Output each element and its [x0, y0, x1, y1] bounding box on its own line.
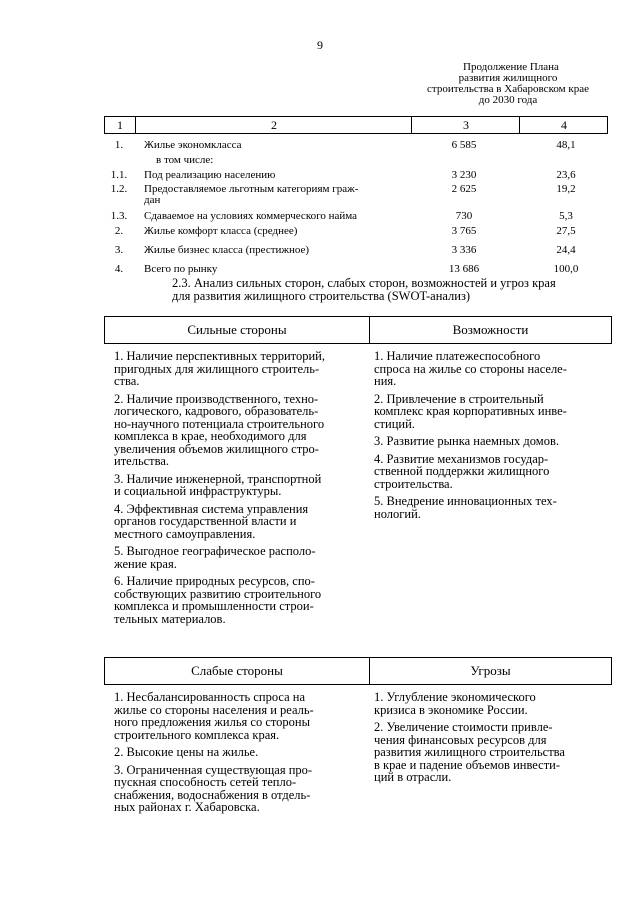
opportunity-item-line: спроса на жилье со стороны населе- — [374, 361, 567, 376]
opportunity-item-line: ственной поддержки жилищного — [374, 464, 550, 478]
opportunity-item-line: строительства. — [374, 476, 453, 491]
weakness-item-line: снабжения, водоснабжения в отдель- — [114, 787, 311, 802]
header-col-3: 3 — [411, 117, 520, 133]
strength-item-line: ства. — [114, 374, 140, 388]
section-title — [172, 277, 612, 303]
weakness-item-line: ных районах г. Хабаровска. — [114, 800, 260, 814]
threat-item-line: чения финансовых ресурсов для — [374, 732, 547, 747]
row-number: 1. — [114, 139, 124, 151]
strength-item-line: собствующих развитию строительного — [114, 586, 322, 601]
opportunity-item-line: 2. Привлечение в строительный — [374, 391, 544, 406]
row-number: 1.1. — [110, 169, 128, 181]
weakness-item-line: ного предложения жилья со стороны — [114, 715, 311, 729]
opportunity-item — [374, 435, 606, 448]
row-name: Всего по рынку — [144, 263, 218, 275]
strength-item — [114, 393, 376, 468]
opportunity-item — [374, 495, 606, 520]
weakness-item — [114, 746, 376, 759]
swot-header-weaknesses-threats — [104, 657, 612, 685]
strength-item-line: 6. Наличие природных ресурсов, спо- — [114, 574, 315, 588]
threats-header: Угрозы — [470, 663, 511, 678]
opportunities-column — [374, 350, 606, 525]
table-header — [104, 116, 608, 134]
weakness-item-line: 3. Ограниченная существующая про- — [114, 762, 313, 777]
row-percent: 48,1 — [556, 139, 576, 151]
row-value: 2 625 — [451, 183, 477, 195]
threat-item-line: кризиса в экономике России. — [374, 702, 528, 717]
strength-item-line: органов государственной власти и — [114, 514, 297, 528]
threat-item-line: 1. Углубление экономического — [374, 690, 536, 704]
weakness-item-line: строительного комплекса края. — [114, 727, 280, 742]
section-title-line: 2.3. Анализ сильных сторон, слабых сторон, возможностей и угроз края — [172, 276, 556, 290]
strength-item — [114, 503, 376, 541]
strength-item-line: пригодных для жилищного строитель- — [114, 361, 320, 376]
row-percent: 24,4 — [556, 244, 576, 256]
opportunity-item-line: комплекс края корпоративных инве- — [374, 404, 567, 418]
strength-item-line: тельных материалов. — [114, 611, 226, 626]
strength-item-line: ительства. — [114, 454, 170, 468]
weakness-item-line: 2. Высокие цены на жилье. — [114, 745, 259, 759]
row-number: 2. — [114, 225, 124, 237]
strength-item-line: жение края. — [114, 556, 177, 571]
opportunity-item-line: стиций. — [374, 416, 415, 431]
row-number: 1.2. — [110, 183, 128, 195]
row-name-line: дан — [144, 194, 161, 206]
strength-item-line: 3. Наличие инженерной, транспортной — [114, 471, 322, 486]
header-col-4: 4 — [519, 117, 608, 133]
row-percent: 27,5 — [556, 225, 576, 237]
row-name: Под реализацию населению — [144, 169, 276, 181]
strength-item-line: и социальной инфраструктуры. — [114, 484, 282, 498]
row-percent: 100,0 — [553, 263, 579, 275]
row-name: Сдаваемое на условиях коммерческого найма — [144, 210, 358, 222]
page-number: 9 — [317, 38, 323, 52]
strength-item — [114, 473, 376, 498]
strength-item-line: комплекса и промышленности строи- — [114, 599, 314, 613]
weakness-item-line: пускная способность сетей тепло- — [114, 775, 297, 789]
row-value: 3 765 — [451, 225, 477, 237]
row-percent: 19,2 — [556, 183, 576, 195]
strength-item-line: 2. Наличие производственного, техно- — [114, 391, 319, 406]
row-name: Жилье комфорт класса (среднее) — [144, 225, 298, 237]
strengths-column — [114, 350, 376, 630]
row-value: 6 585 — [451, 139, 477, 151]
opportunity-item-line: 3. Развитие рынка наемных домов. — [374, 434, 559, 448]
threats-column — [374, 691, 606, 789]
opportunity-item — [374, 453, 606, 491]
continuation-line: строительства в Хабаровском крае — [427, 83, 589, 95]
threat-item-line: в крае и падение объемов инвести- — [374, 757, 561, 772]
row-number: 4. — [114, 263, 124, 275]
row-name — [144, 184, 399, 206]
header-col-1: 1 — [117, 118, 123, 132]
opportunity-item-line: нологий. — [374, 506, 421, 521]
continuation-note — [408, 62, 608, 106]
threat-item — [374, 691, 606, 716]
row-value: 3 230 — [451, 169, 477, 181]
opportunity-item-line: 5. Внедрение инновационных тех- — [374, 494, 557, 508]
strength-item-line: комплекса в крае, необходимого для — [114, 429, 307, 443]
swot-header-strengths-opportunities — [104, 316, 612, 344]
row-number: 3. — [114, 244, 124, 256]
strength-item-line: местного самоуправления. — [114, 526, 256, 541]
row-name: в том числе: — [156, 154, 214, 166]
strength-item-line: 4. Эффективная система управления — [114, 501, 309, 516]
threat-item-line: ций в отрасли. — [374, 770, 452, 784]
strength-item — [114, 350, 376, 388]
row-name: Жилье бизнес класса (престижное) — [144, 244, 310, 256]
strength-item-line: 5. Выгодное географическое располо- — [114, 544, 316, 558]
row-number: 1.3. — [110, 210, 128, 222]
strengths-header: Сильные стороны — [187, 322, 287, 337]
row-value: 13 686 — [448, 263, 480, 275]
strength-item — [114, 575, 376, 625]
opportunity-item-line: 1. Наличие платежеспособного — [374, 349, 541, 363]
weaknesses-header: Слабые стороны — [191, 663, 283, 678]
strength-item-line: 1. Наличие перспективных территорий, — [114, 349, 325, 363]
row-percent: 5,3 — [559, 210, 573, 222]
strength-item-line: логического, кадрового, образователь- — [114, 404, 319, 418]
opportunity-item-line: 4. Развитие механизмов государ- — [374, 451, 549, 466]
strength-item — [114, 545, 376, 570]
continuation-line: до 2030 года — [478, 94, 538, 106]
opportunity-item-line: ния. — [374, 374, 397, 388]
opportunities-header: Возможности — [452, 322, 529, 337]
row-value: 730 — [455, 210, 473, 222]
weaknesses-column — [114, 691, 376, 819]
section-title-line: для развития жилищного строительства (SWOT-анализ) — [172, 289, 471, 303]
continuation-line: Продолжение Плана — [463, 61, 559, 73]
weakness-item — [114, 764, 376, 814]
opportunity-item — [374, 393, 606, 431]
row-value: 3 336 — [451, 244, 477, 256]
weakness-item — [114, 691, 376, 741]
row-name-line: Предоставляемое льготным категориям граж- — [144, 183, 359, 195]
opportunity-item — [374, 350, 606, 388]
threat-item-line: 2. Увеличение стоимости привле- — [374, 720, 553, 734]
continuation-line: развития жилищного — [458, 72, 558, 84]
threat-item-line: развития жилищного строительства — [374, 745, 565, 759]
row-name: Жилье экономкласса — [144, 139, 242, 151]
header-col-2: 2 — [135, 117, 412, 133]
weakness-item-line: жилье со стороны населения и реаль- — [114, 702, 314, 717]
threat-item — [374, 721, 606, 784]
strength-item-line: увеличения объемов жилищного стро- — [114, 441, 319, 456]
weakness-item-line: 1. Несбалансированность спроса на — [114, 690, 306, 704]
strength-item-line: но-научного потенциала строительного — [114, 416, 325, 431]
row-percent: 23,6 — [556, 169, 576, 181]
